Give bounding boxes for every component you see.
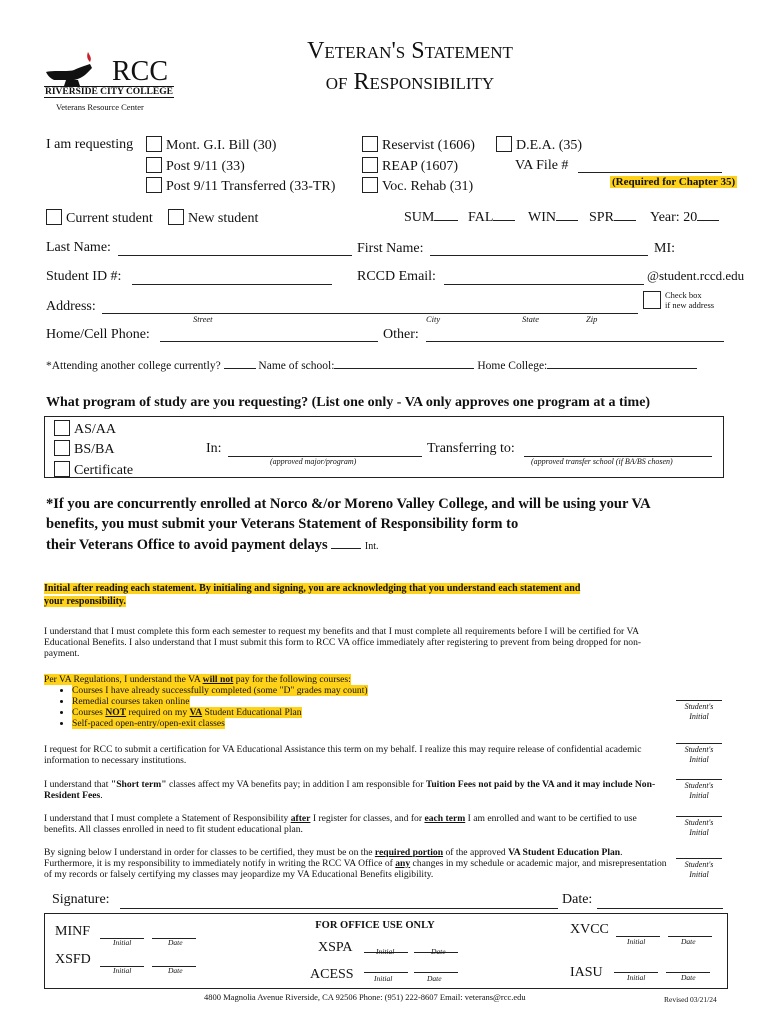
xspa-date-hint: Date [431, 947, 446, 956]
xvcc-initial-hint: Initial [627, 937, 646, 946]
attending-row [46, 356, 697, 372]
student-initial-4[interactable]: Student's Initial [676, 816, 722, 838]
center-name: Veterans Resource Center [56, 102, 144, 112]
initial-notice-line-1: Initial after reading each statement. By initialing and signing, you are acknowledging that you understand each statement and [44, 583, 581, 594]
signature-label: Signature: [52, 892, 110, 907]
option-post911[interactable] [146, 157, 245, 175]
other-label: Other: [383, 327, 419, 342]
statement-1: I understand that I must complete this form each semester to request my benefits and that I must complete all requirements before I will be certified for VA Educational Benefits. I also understand that I must submit this form to RCC VA office immediately after registering to prevent from being dropped for non-payment. [44, 626, 642, 659]
college-name: RIVERSIDE CITY COLLEGE [45, 87, 173, 97]
attending-label: *Attending another college currently? [46, 360, 221, 372]
street-hint: Street [193, 314, 213, 324]
acess-date-hint: Date [427, 974, 442, 983]
student-initial-1[interactable]: Student's Initial [676, 700, 722, 722]
dea-label: D.E.A. (35) [516, 138, 583, 153]
list-item: • Remedial courses taken online [72, 696, 668, 707]
post911-checkbox[interactable] [146, 157, 162, 173]
win-label: WIN [528, 210, 556, 225]
option-bs-ba[interactable] [54, 440, 114, 458]
in-field[interactable] [228, 441, 422, 457]
acess-initial-field[interactable] [364, 958, 408, 973]
student-id-field[interactable] [132, 269, 332, 285]
requesting-label: I am requesting [46, 137, 134, 152]
home-college-label: Home College: [477, 360, 548, 372]
excluded-courses-list [44, 685, 668, 729]
statement-3: I request for RCC to submit a certification for VA Educational Assistance this term on my behalf. I realize this may require release of confidential academic information to necessary institutions. [44, 744, 642, 766]
page-title [240, 36, 580, 98]
student-initial-3[interactable]: Student's Initial [676, 779, 722, 801]
student-initial-2[interactable]: Student's Initial [676, 743, 722, 765]
post911-label: Post 9/11 (33) [166, 159, 245, 174]
option-reservist[interactable] [362, 136, 475, 154]
transfer-hint: (approved transfer school (if BA/BS chosen) [531, 457, 673, 466]
other-field[interactable] [426, 326, 724, 342]
post911-tr-checkbox[interactable] [146, 177, 162, 193]
iasu-label: IASU [570, 965, 603, 980]
attending-field[interactable] [224, 356, 256, 369]
rccd-email-field[interactable] [444, 269, 644, 285]
option-reap[interactable] [362, 157, 458, 175]
va-file-label: VA File # [515, 158, 569, 173]
va-file-field[interactable] [578, 158, 722, 173]
per-va-line: Per VA Regulations, I understand the VA will not pay for the following courses: [44, 674, 351, 685]
term-spr[interactable] [589, 210, 636, 226]
fal-label: FAL [468, 210, 494, 225]
new-student-option[interactable] [168, 209, 258, 227]
initial-notice [44, 582, 580, 608]
minf-date-field[interactable] [152, 924, 196, 939]
xvcc-label: XVCC [570, 922, 609, 937]
transfer-field[interactable] [524, 441, 712, 457]
office-use-title: FOR OFFICE USE ONLY [315, 920, 435, 931]
required-note: (Required for Chapter 35) [612, 176, 736, 188]
concurrent-line-2: benefits, you must submit your Veterans Statement of Responsibility form to [46, 516, 519, 532]
transfer-label: Transferring to: [427, 441, 515, 456]
xsfd-initial-hint: Initial [113, 966, 132, 975]
new-student-checkbox[interactable] [168, 209, 184, 225]
city-hint: City [426, 314, 441, 324]
statement-4: I understand that "Short term" classes affect my VA benefits pay; in addition I am responsible for Tuition Fees not paid by the VA and it may include Non-Resident Fees. [44, 779, 656, 801]
certificate-label: Certificate [74, 463, 134, 478]
home-college-field[interactable] [547, 356, 697, 369]
term-fal[interactable] [468, 210, 515, 226]
xspa-initial-hint: Initial [376, 947, 395, 956]
concurrent-line-3: their Veterans Office to avoid payment delays [46, 537, 328, 553]
title-line-2: of Responsibility [325, 69, 495, 95]
state-hint: State [522, 314, 539, 324]
statement-2 [44, 674, 668, 729]
minf-date-hint: Date [168, 938, 183, 947]
reservist-checkbox[interactable] [362, 136, 378, 152]
check-box-text: Check box [665, 290, 702, 300]
concurrent-line-1: *If you are concurrently enrolled at Norco &/or Moreno Valley College, and will be using your VA [46, 496, 651, 512]
term-win[interactable] [528, 210, 578, 226]
address-field[interactable] [102, 298, 638, 314]
school-name-field[interactable] [334, 356, 474, 369]
acess-initial-hint: Initial [374, 974, 393, 983]
option-dea[interactable] [496, 136, 582, 154]
date-field[interactable] [597, 892, 723, 909]
iasu-initial-field[interactable] [614, 958, 658, 973]
phone-label: Home/Cell Phone: [46, 327, 150, 342]
revised-date: Revised 03/21/24 [664, 995, 717, 1004]
list-item: • Self-paced open-entry/open-exit classes [72, 718, 668, 729]
option-as-aa[interactable] [54, 420, 116, 438]
acess-label: ACESS [310, 967, 354, 982]
acess-date-field[interactable] [414, 958, 458, 973]
address-label: Address: [46, 299, 96, 314]
student-initial-5[interactable]: Student's Initial [676, 858, 722, 880]
iasu-date-field[interactable] [666, 958, 710, 973]
concurrent-notice [46, 494, 651, 557]
minf-label: MINF [55, 924, 91, 939]
post911-tr-label: Post 9/11 Transferred (33-TR) [166, 179, 336, 194]
phone-field[interactable] [160, 326, 378, 342]
new-student-label: New student [188, 211, 259, 226]
first-name-field[interactable] [430, 240, 648, 256]
xvcc-date-hint: Date [681, 937, 696, 946]
iasu-initial-hint: Initial [627, 973, 646, 982]
statement-6: By signing below I understand in order for classes to be certified, they must be on the required portion of the approved VA Student Education Plan. Furthermore, it is my responsibility to immediately notify in writing the RCC VA Office of any changes in my schedule or academic major, and misrepresentation of my records or falsely certifying my classes may jeopardize my VA Educational Benefits eligibility. [44, 847, 667, 880]
school-name-label: Name of school: [258, 360, 335, 372]
list-item: • Courses NOT required on my VA Student Educational Plan [72, 707, 668, 718]
reservist-label: Reservist (1606) [382, 138, 475, 153]
certificate-checkbox[interactable] [54, 461, 70, 477]
xsfd-initial-field[interactable] [100, 952, 144, 967]
in-label: In: [206, 441, 222, 456]
iasu-date-hint: Date [681, 973, 696, 982]
voc-rehab-label: Voc. Rehab (31) [382, 179, 474, 194]
sum-label: SUM [404, 210, 435, 225]
option-certificate[interactable] [54, 461, 133, 479]
program-question: What program of study are you requesting? (List one only - VA only approves one program at a time) [46, 395, 651, 410]
xvcc-date-field[interactable] [668, 922, 712, 937]
year-label: Year: 20 [650, 210, 698, 225]
option-voc-rehab[interactable] [362, 177, 473, 195]
signature-field[interactable] [120, 892, 558, 909]
xvcc-initial-field[interactable] [616, 922, 660, 937]
reap-checkbox[interactable] [362, 157, 378, 173]
voc-rehab-checkbox[interactable] [362, 177, 378, 193]
last-name-label: Last Name: [46, 240, 111, 255]
option-post911-tr[interactable] [146, 177, 335, 195]
xsfd-date-hint: Date [168, 966, 183, 975]
minf-initial-hint: Initial [113, 938, 132, 947]
date-label: Date: [562, 892, 593, 907]
mi-label: MI: [654, 241, 675, 256]
xsfd-label: XSFD [55, 952, 91, 967]
rcc-logo [44, 46, 176, 112]
new-address-note [665, 290, 714, 310]
mgib-checkbox[interactable] [146, 136, 162, 152]
footer-address: 4800 Magnolia Avenue Riverside, CA 92506 Phone: (951) 222-8607 Email: veterans@rcc.edu [204, 992, 526, 1002]
year-field[interactable] [650, 210, 719, 226]
bs-ba-label: BS/BA [74, 442, 115, 457]
list-item: • Courses I have already successfully completed (some "D" grades may count) [72, 685, 668, 696]
as-aa-label: AS/AA [74, 422, 117, 437]
title-line-1: Veteran's Statement [307, 38, 513, 64]
reap-label: REAP (1607) [382, 159, 459, 174]
lamp-icon [44, 50, 110, 90]
student-id-label: Student ID #: [46, 269, 122, 284]
if-new-address-text: if new address [665, 300, 715, 310]
zip-hint: Zip [586, 314, 598, 324]
minf-initial-field[interactable] [100, 924, 144, 939]
xspa-label: XSPA [318, 940, 353, 955]
spr-label: SPR [589, 210, 614, 225]
term-sum[interactable] [404, 210, 458, 226]
option-mgib[interactable] [146, 136, 276, 154]
current-student-checkbox[interactable] [46, 209, 62, 225]
as-aa-checkbox[interactable] [54, 420, 70, 436]
int-label: Int. [364, 541, 379, 552]
first-name-label: First Name: [357, 241, 424, 256]
in-hint: (approved major/program) [270, 457, 357, 466]
logo-text: RCC [112, 56, 169, 87]
last-name-field[interactable] [118, 240, 352, 256]
concurrent-initial-field[interactable] [331, 534, 361, 549]
statement-5: I understand that I must complete a Statement of Responsibility after I register for classes, and for each term I am enrolled and want to be certified to use benefits. All classes enrolled in need to fit student educational plan. [44, 813, 637, 835]
current-student-label: Current student [66, 211, 153, 226]
email-domain: @student.rccd.edu [647, 268, 745, 283]
initial-notice-line-2: your responsibility. [44, 596, 126, 607]
xsfd-date-field[interactable] [152, 952, 196, 967]
new-address-checkbox[interactable] [643, 291, 661, 309]
bs-ba-checkbox[interactable] [54, 440, 70, 456]
current-student-option[interactable] [46, 209, 153, 227]
dea-checkbox[interactable] [496, 136, 512, 152]
rccd-email-label: RCCD Email: [357, 269, 436, 284]
mgib-label: Mont. G.I. Bill (30) [166, 138, 277, 153]
